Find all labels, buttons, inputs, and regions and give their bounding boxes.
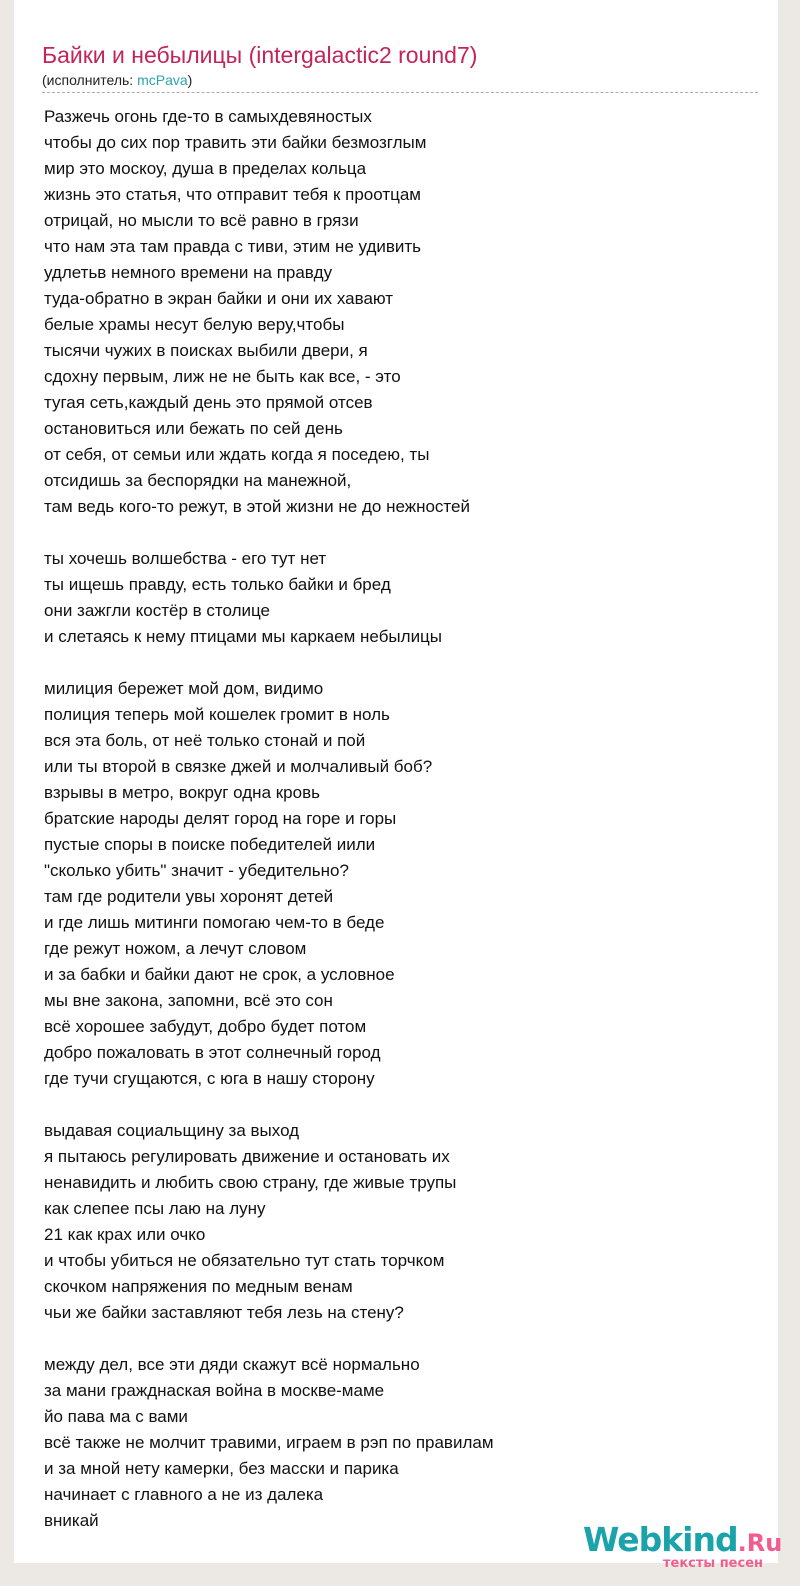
lyrics-text: Разжечь огонь где-то в самыхдевяностых чтобы до сих пор травить эти байки безмозглым мир это москоу, душа в пределах кольца жизнь это статья, что отправит тебя к проотцам отрицай, но мысли то всё равно в грязи что нам эта там правда с тиви, этим не удивить удлетьв немного времени на правду туда-обратно в экран байки и они их хавают белые храмы несут белую веру,чтобы тысячи чужих в поисках выбили двери, я сдохну первым, лиж не не быть как все, - это тугая сеть,каждый день это прямой отсев остановиться или бежать по сей день от себя, от семьи или ждать когда я поседею, ты отсидишь за беспорядки на манежной, там ведь кого-то режут, в этой жизни не до нежностей ты хочешь волшебства - его тут нет ты ищешь правду, есть только байки и бред они зажгли костёр в столице и слетаясь к нему птицами мы каркаем небылицы милиция бережет мой дом, видимо полиция теперь мой кошелек громит в ноль вся эта боль, от неё только стонай и пой или ты второй в связке джей и молчаливый боб? взрывы в метро, вокруг одна кровь братские народы делят город на горе и горы пустые споры в поиске победителей иили "сколько убить" значит - убедительно? там где родители увы хоронят детей и где лишь митинги помогаю чем-то в беде где режут ножом, а лечут словом и за бабки и байки дают не срок, а условное мы вне закона, запомни, всё это сон всё хорошее забудут, добро будет потом добро пожаловать в этот солнечный город где тучи сгущаются, с юга в нашу сторону выдавая социальщину за выход я пытаюсь регулировать движение и остановать их ненавидить и любить свою страну, где живые трупы как слепее псы лаю на луну 21 как крах или очко и чтобы убиться не обязательно тут стать торчком скочком напряжения по медным венам чьи же байки заставляют тебя лезь на стену? между дел, все эти дяди скажут всё нормально за мани гражднаская война в москве-маме йо пава ма с вами всё также не молчит травими, играем в рэп по правилам и за мной нету камерки, без масски и парика начинает с главного а не из далека вникай — [44, 107, 494, 1530]
artist-label: (исполнитель: — [42, 72, 138, 88]
logo-tagline: тексты песен — [663, 1556, 764, 1571]
song-title: Байки и небылицы (intergalactic2 round7) — [42, 42, 478, 68]
logo-name: Webkind — [583, 1520, 738, 1559]
webkind-logo[interactable] — [583, 1520, 783, 1571]
logo-tld: .Ru — [737, 1529, 783, 1557]
divider — [42, 92, 758, 93]
artist-link[interactable]: mcPava — [137, 72, 188, 88]
artist-close: ) — [187, 72, 193, 88]
artist-line — [42, 72, 192, 88]
